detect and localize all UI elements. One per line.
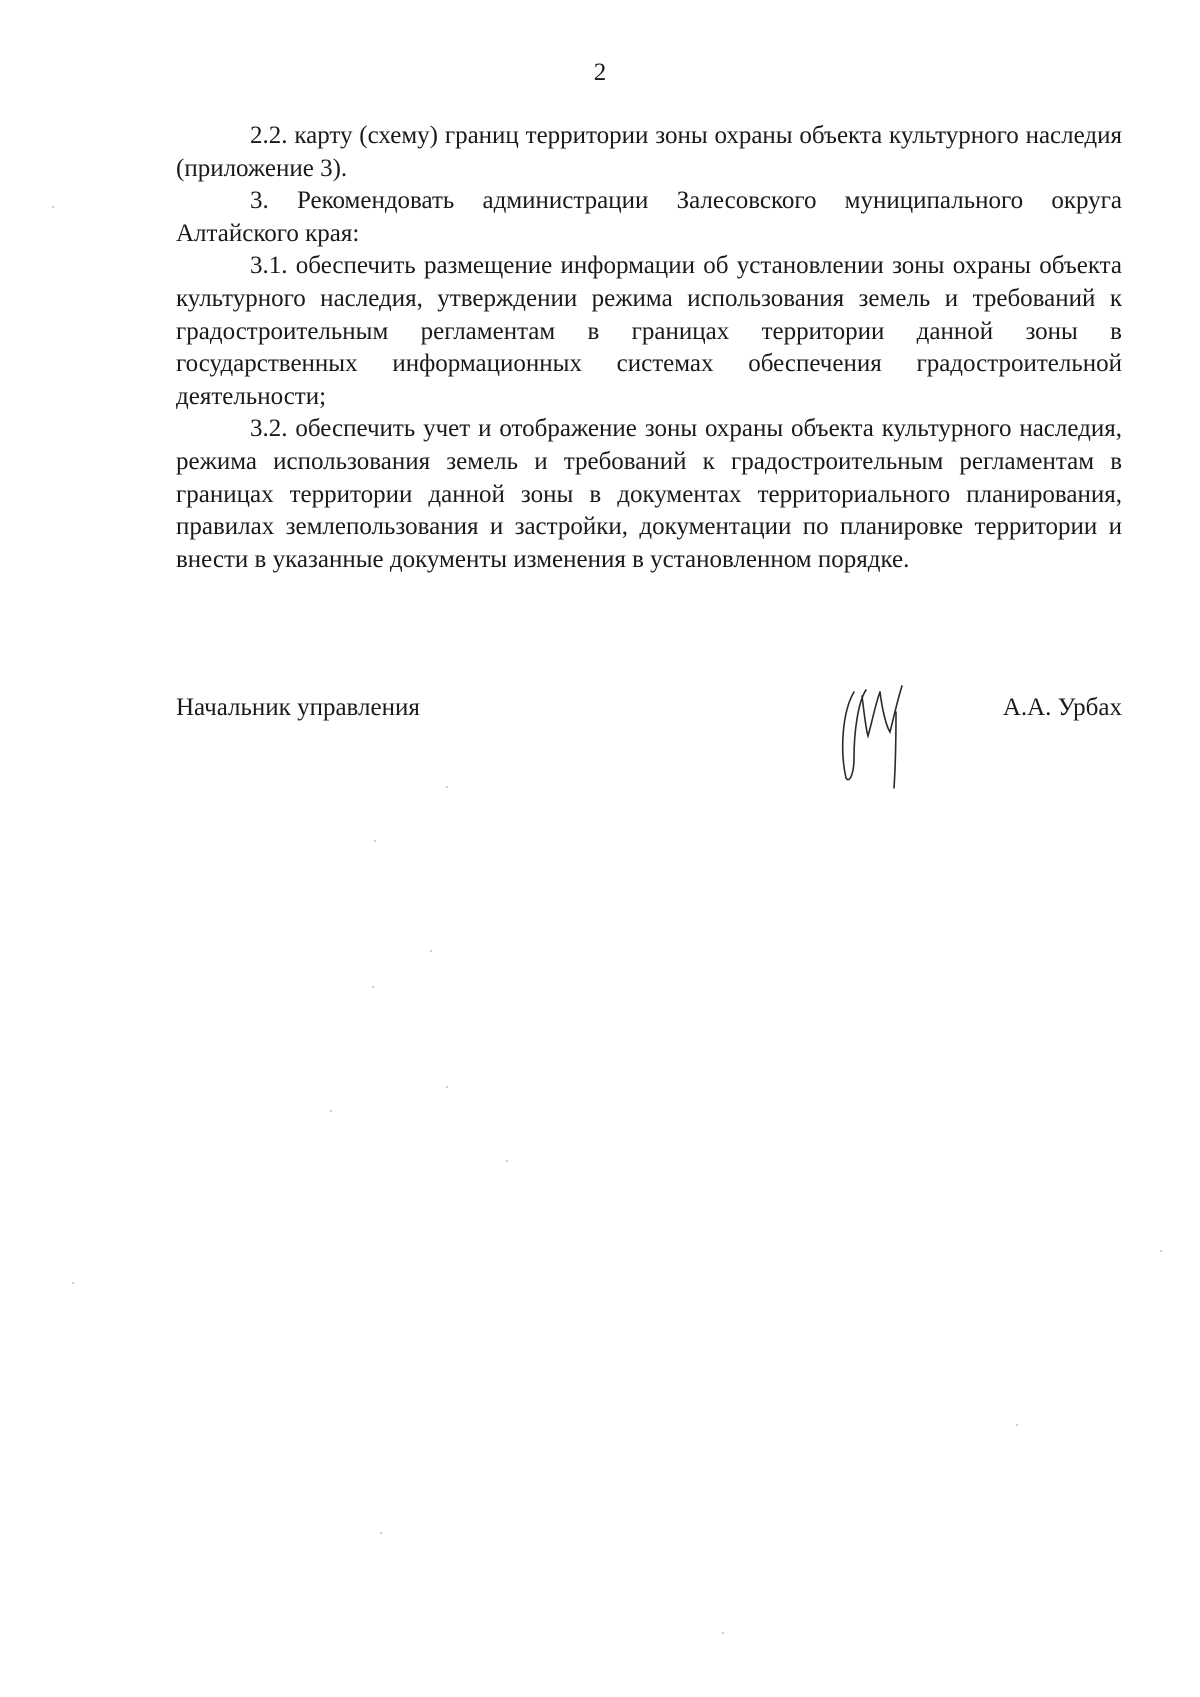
document-body [176, 120, 1122, 576]
scan-speck [446, 1086, 448, 1088]
scan-speck [722, 1632, 724, 1634]
handwritten-signature [836, 672, 916, 792]
paragraph-3-1: 3.1. обеспечить размещение информации об установлении зоны охраны объекта культурного наследия, утверждении режима использования земель и требований к градостроительным регламентам в границах территории данной зоны в государственных информационных системах обеспечения градостроительной деятельности; [176, 252, 1122, 410]
signatory-name: А.А. Урбах [1002, 694, 1122, 721]
scan-speck [1160, 1250, 1162, 1252]
scan-speck [380, 1532, 382, 1534]
page-number: 2 [593, 59, 607, 86]
paragraph-2-2: 2.2. карту (схему) границ территории зоны охраны объекта культурного наследия (приложение 3). [176, 122, 1122, 182]
scan-speck [330, 1110, 332, 1112]
scan-speck [506, 1160, 508, 1162]
scan-speck [72, 1282, 74, 1284]
scan-speck [446, 786, 448, 788]
paragraph-3: 3. Рекомендовать администрации Залесовского муниципального округа Алтайского края: [176, 187, 1122, 247]
scan-speck [430, 950, 432, 952]
scan-speck [372, 986, 374, 988]
scan-speck [52, 206, 54, 208]
scan-speck [1016, 1424, 1018, 1426]
signatory-title: Начальник управления [176, 694, 420, 721]
signature-block [176, 692, 1122, 732]
paragraph-3-2: 3.2. обеспечить учет и отображение зоны охраны объекта культурного наследия, режима использования земель и требований к градостроительным регламентам в границах территории данной зоны в документах территориального планирования, правилах землепользования и застройки, документации по планировке территории и внести в указанные документы изменения в установленном порядке. [176, 415, 1122, 573]
scan-speck [374, 840, 376, 842]
